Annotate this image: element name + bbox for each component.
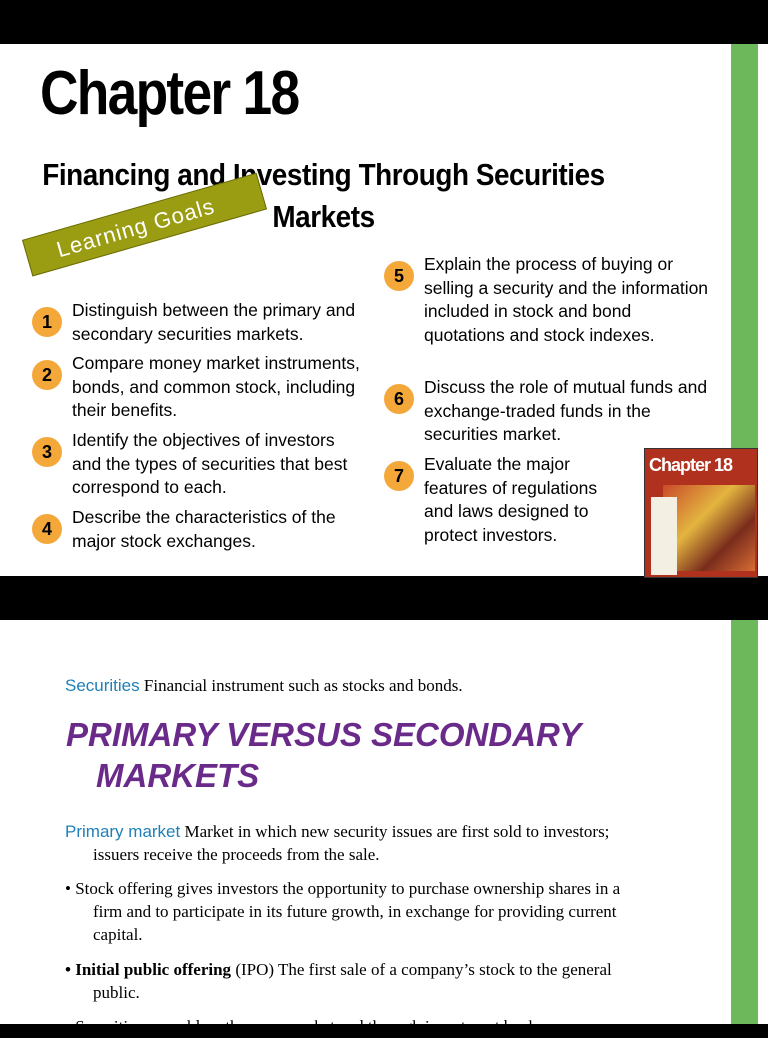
- chapter-cover-thumbnail: [644, 448, 758, 578]
- green-side-bar: [731, 620, 758, 1024]
- goal-number-badge: 5: [384, 261, 414, 291]
- bullet-text-cont: firm and to participate in its future growth, in exchange for providing current: [93, 902, 617, 921]
- goal-number-badge: 4: [32, 514, 62, 544]
- goal-item: [32, 429, 362, 500]
- securities-definition: [65, 676, 463, 696]
- section-heading: [66, 714, 666, 796]
- primary-market-term: Primary market: [65, 822, 181, 841]
- bullet-text-cont: capital.: [93, 925, 143, 944]
- goal-item: [32, 299, 362, 346]
- learning-goals-banner: Learning Goals: [22, 173, 267, 277]
- primary-market-definition: [65, 820, 705, 866]
- bullet-open-market: [65, 1015, 705, 1038]
- goal-item: [384, 376, 714, 447]
- goal-number-badge: 1: [32, 307, 62, 337]
- goal-text: Distinguish between the primary and secondary securities markets.: [72, 300, 356, 344]
- goal-item: [32, 352, 362, 423]
- thumbnail-title: Chapter 18: [649, 455, 733, 475]
- goal-item: [32, 506, 362, 553]
- goal-number-badge: 2: [32, 360, 62, 390]
- goal-number-badge: 6: [384, 384, 414, 414]
- slide-2: [0, 620, 768, 1036]
- goal-text: Explain the process of buying or selling a security and the information included in stock and bond quotations and stock indexes.: [424, 254, 709, 345]
- goal-text: Identify the objectives of investors and the types of securities that best correspond to each.: [72, 430, 348, 497]
- ipo-term: • Initial public offering: [65, 960, 232, 979]
- ipo-def-cont: public.: [93, 983, 140, 1002]
- primary-market-def-cont: issuers receive the proceeds from the sale.: [93, 845, 380, 864]
- heading-line-2: MARKETS: [96, 757, 260, 794]
- heading-line-1: PRIMARY VERSUS SECONDARY: [66, 716, 582, 753]
- goal-number-badge: 7: [384, 461, 414, 491]
- securities-def: Financial instrument such as stocks and bonds.: [139, 676, 463, 695]
- goal-text: Describe the characteristics of the major stock exchanges.: [72, 507, 336, 551]
- subtitle-line-1: Financing and Investing Through Securities: [42, 157, 605, 192]
- thumbnail-sidebar: [651, 497, 677, 575]
- goal-number-badge: 3: [32, 437, 62, 467]
- goal-text: Compare money market instruments, bonds, and common stock, including their benefits.: [72, 353, 360, 420]
- bullet-text: • Securities are sold on the open market and through investment bankers: [65, 1017, 557, 1036]
- primary-market-def: Market in which new security issues are first sold to investors;: [180, 822, 610, 841]
- goal-item: [384, 253, 714, 347]
- ipo-def: The first sale of a company’s stock to the general: [274, 960, 612, 979]
- chapter-title: Chapter 18: [40, 59, 299, 128]
- goal-text: Evaluate the major features of regulations and laws designed to protect investors.: [424, 454, 598, 545]
- securities-term: Securities: [65, 676, 140, 695]
- bullet-stock-offering: [65, 877, 705, 946]
- goal-item: [384, 453, 620, 547]
- slide-1: [0, 44, 768, 576]
- subtitle-line-2: Markets: [272, 199, 375, 234]
- ipo-abbrev: (IPO): [231, 960, 275, 979]
- bullet-text: • Stock offering gives investors the opportunity to purchase ownership shares in a: [65, 879, 621, 898]
- bullet-ipo: [65, 958, 705, 1004]
- goal-text: Discuss the role of mutual funds and exchange-traded funds in the securities market.: [424, 377, 708, 444]
